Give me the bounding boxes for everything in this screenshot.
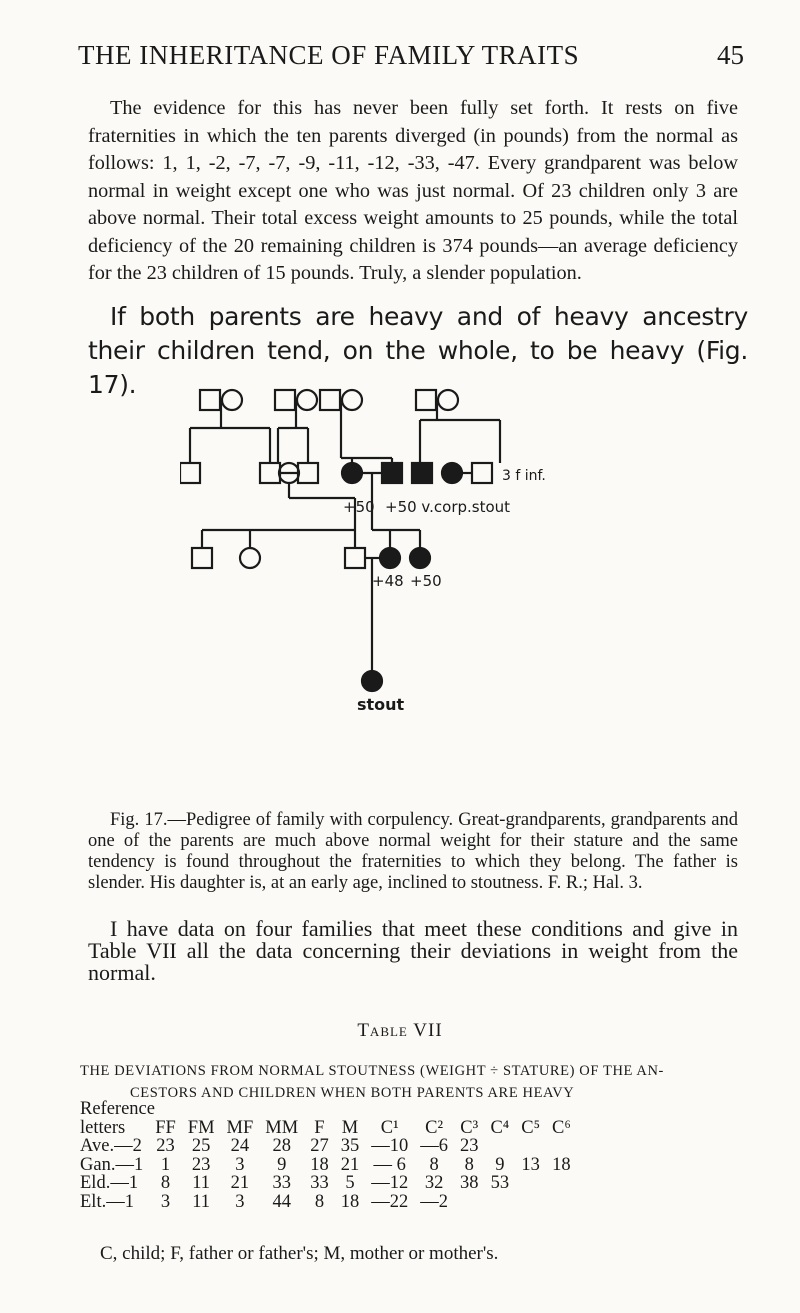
cell	[515, 1174, 546, 1193]
label-plus48: +48	[372, 572, 404, 590]
table-legend: C, child; F, father or father's; M, mother or mother's.	[100, 1243, 499, 1264]
cell: 25	[191, 1136, 211, 1156]
gen1-female-2	[297, 390, 317, 410]
cell: 38	[459, 1173, 479, 1193]
gen3-female-stout-2	[410, 548, 430, 568]
cell: 18	[340, 1191, 360, 1212]
table-ref-row	[80, 1100, 577, 1119]
col-m: M	[341, 1117, 359, 1138]
pedigree-figure	[180, 388, 640, 796]
gen3-male-1	[192, 548, 212, 568]
cell: 32	[424, 1173, 444, 1193]
col-mf: MF	[226, 1117, 254, 1138]
cell: 1	[160, 1154, 171, 1175]
gen2-male-1	[180, 463, 200, 483]
cell: 9	[277, 1154, 287, 1175]
table-row	[80, 1156, 577, 1175]
row-ref: Elt.—1	[80, 1191, 134, 1212]
cell: 33	[310, 1173, 329, 1193]
gen1-female-4	[438, 390, 458, 410]
gen4-female-stout	[362, 671, 382, 691]
col-c3: C³	[460, 1117, 479, 1138]
table-row	[80, 1137, 577, 1156]
col-f: F	[314, 1117, 325, 1138]
gen1-male-4	[416, 390, 436, 410]
cell	[546, 1137, 577, 1156]
cell: —12	[371, 1173, 409, 1193]
cell: — 6	[373, 1154, 406, 1175]
gen2-female-stout-1	[342, 463, 362, 483]
cell: 44	[272, 1191, 291, 1212]
col-c1: C¹	[380, 1117, 399, 1138]
cell: 18	[552, 1154, 571, 1175]
cell: 24	[230, 1136, 250, 1156]
gen2-female-stout-2	[442, 463, 462, 483]
cell: 33	[272, 1173, 291, 1193]
col-ff: FF	[155, 1117, 176, 1138]
paragraph-heavy-parents: If both parents are heavy and of heavy ancestry their children tend, on the whole, to be heavy (Fig. 17).	[88, 302, 748, 399]
cell: —10	[371, 1136, 409, 1156]
page-number: 45	[717, 40, 744, 70]
cell: 3	[235, 1154, 245, 1175]
cell: —22	[371, 1191, 409, 1212]
gen2-male-2	[260, 463, 280, 483]
page-header	[0, 40, 800, 80]
cell: 5	[345, 1173, 355, 1193]
cell: 21	[340, 1154, 360, 1175]
table-row	[80, 1193, 577, 1212]
label-3f-inf: 3 f inf.	[502, 468, 546, 484]
cell: 18	[310, 1154, 329, 1175]
cell: 8	[429, 1154, 439, 1175]
gen2-male-3	[298, 463, 318, 483]
col-c5: C⁵	[521, 1117, 541, 1138]
paragraph-table-intro: I have data on four families that meet these conditions and give in Table VII all the data concerning their deviations in weight from the normal.	[88, 916, 738, 985]
label-plus50-b: +50 v.corp.stout	[385, 498, 511, 516]
col-c6: C⁶	[552, 1117, 571, 1138]
gen2-male-stout-2	[412, 463, 432, 483]
cell: 23	[459, 1136, 479, 1156]
gen3-male-2	[345, 548, 365, 568]
cell: —6	[420, 1136, 448, 1156]
cell: 8	[464, 1154, 474, 1175]
cell	[546, 1174, 577, 1193]
cell: 3	[160, 1191, 171, 1212]
cell: 9	[495, 1154, 505, 1175]
table-title: Table VII	[357, 1020, 443, 1041]
cell	[454, 1193, 485, 1212]
cell: 21	[230, 1173, 250, 1193]
cell: 8	[314, 1191, 325, 1212]
col-mm: MM	[265, 1117, 299, 1138]
cell: 3	[235, 1191, 245, 1212]
ref-label: Reference	[80, 1099, 155, 1119]
cell: 23	[156, 1136, 175, 1156]
gen1-male-2	[275, 390, 295, 410]
table-row	[80, 1174, 577, 1193]
ref-col-header: letters	[80, 1117, 126, 1138]
cell: 11	[192, 1173, 211, 1193]
gen3-female-1	[240, 548, 260, 568]
gen1-male-1	[200, 390, 220, 410]
running-title: THE INHERITANCE OF FAMILY TRAITS	[78, 40, 580, 70]
cell	[484, 1137, 515, 1156]
gen1-male-3	[320, 390, 340, 410]
cell: 23	[191, 1154, 211, 1175]
deviation-table	[80, 1100, 577, 1211]
cell	[515, 1193, 546, 1212]
gen1-female-1	[222, 390, 242, 410]
table-caption-line2: CESTORS AND CHILDREN WHEN BOTH PARENTS ARE HEAVY	[130, 1085, 575, 1101]
cell	[546, 1193, 577, 1212]
label-stout: stout	[357, 695, 405, 714]
gen1-female-3	[342, 390, 362, 410]
cell	[484, 1193, 515, 1212]
cell: 8	[160, 1173, 171, 1193]
cell: 53	[490, 1173, 510, 1193]
paragraph-evidence: The evidence for this has never been fully set forth. It rests on five fraternities in which the ten parents diverged (in pounds) from the normal as follows: 1, 1, -2, -7, -7, -9, -11, -12, -33, -47. Every grandparent was below normal in weight except one who was just normal. Of 23 children only 3 are above normal. Their total excess weight amounts to 25 pounds, while the total deficiency of the 20 remaining children is 374 pounds—an average deficiency for the 23 children of 15 pounds. Truly, a slender population.	[88, 97, 738, 284]
cell: 27	[310, 1136, 329, 1156]
gen2-male-4	[472, 463, 492, 483]
col-c4: C⁴	[490, 1117, 510, 1138]
cell: 28	[272, 1136, 291, 1156]
row-ref: Eld.—1	[80, 1173, 139, 1193]
row-ref: Gan.—1	[80, 1154, 144, 1175]
figure-caption: Fig. 17.—Pedigree of family with corpulency. Great-grandparents, grandparents and one of the parents are much above normal weight for their stature and the same tendency is found throughout the fraternities to which they belong. The father is slender. His daughter is, at an early age, inclined to stoutness. F. R.; Hal. 3.	[88, 810, 738, 893]
cell: 11	[192, 1191, 211, 1212]
table-header-row	[80, 1119, 577, 1138]
cell: 13	[521, 1154, 540, 1175]
col-c2: C²	[425, 1117, 443, 1138]
label-plus50-c: +50	[410, 572, 442, 590]
gen3-female-stout-1	[380, 548, 400, 568]
cell: 35	[340, 1136, 360, 1156]
cell	[515, 1137, 546, 1156]
col-fm: FM	[187, 1117, 215, 1138]
table-caption-line1: THE DEVIATIONS FROM NORMAL STOUTNESS (WEIGHT ÷ STATURE) OF THE AN-	[80, 1063, 664, 1079]
gen2-male-stout-1	[382, 463, 402, 483]
table-caption	[80, 1060, 760, 1104]
cell: —2	[420, 1191, 448, 1212]
label-plus50-a: +50	[343, 498, 375, 516]
row-ref: Ave.—2	[80, 1136, 142, 1156]
